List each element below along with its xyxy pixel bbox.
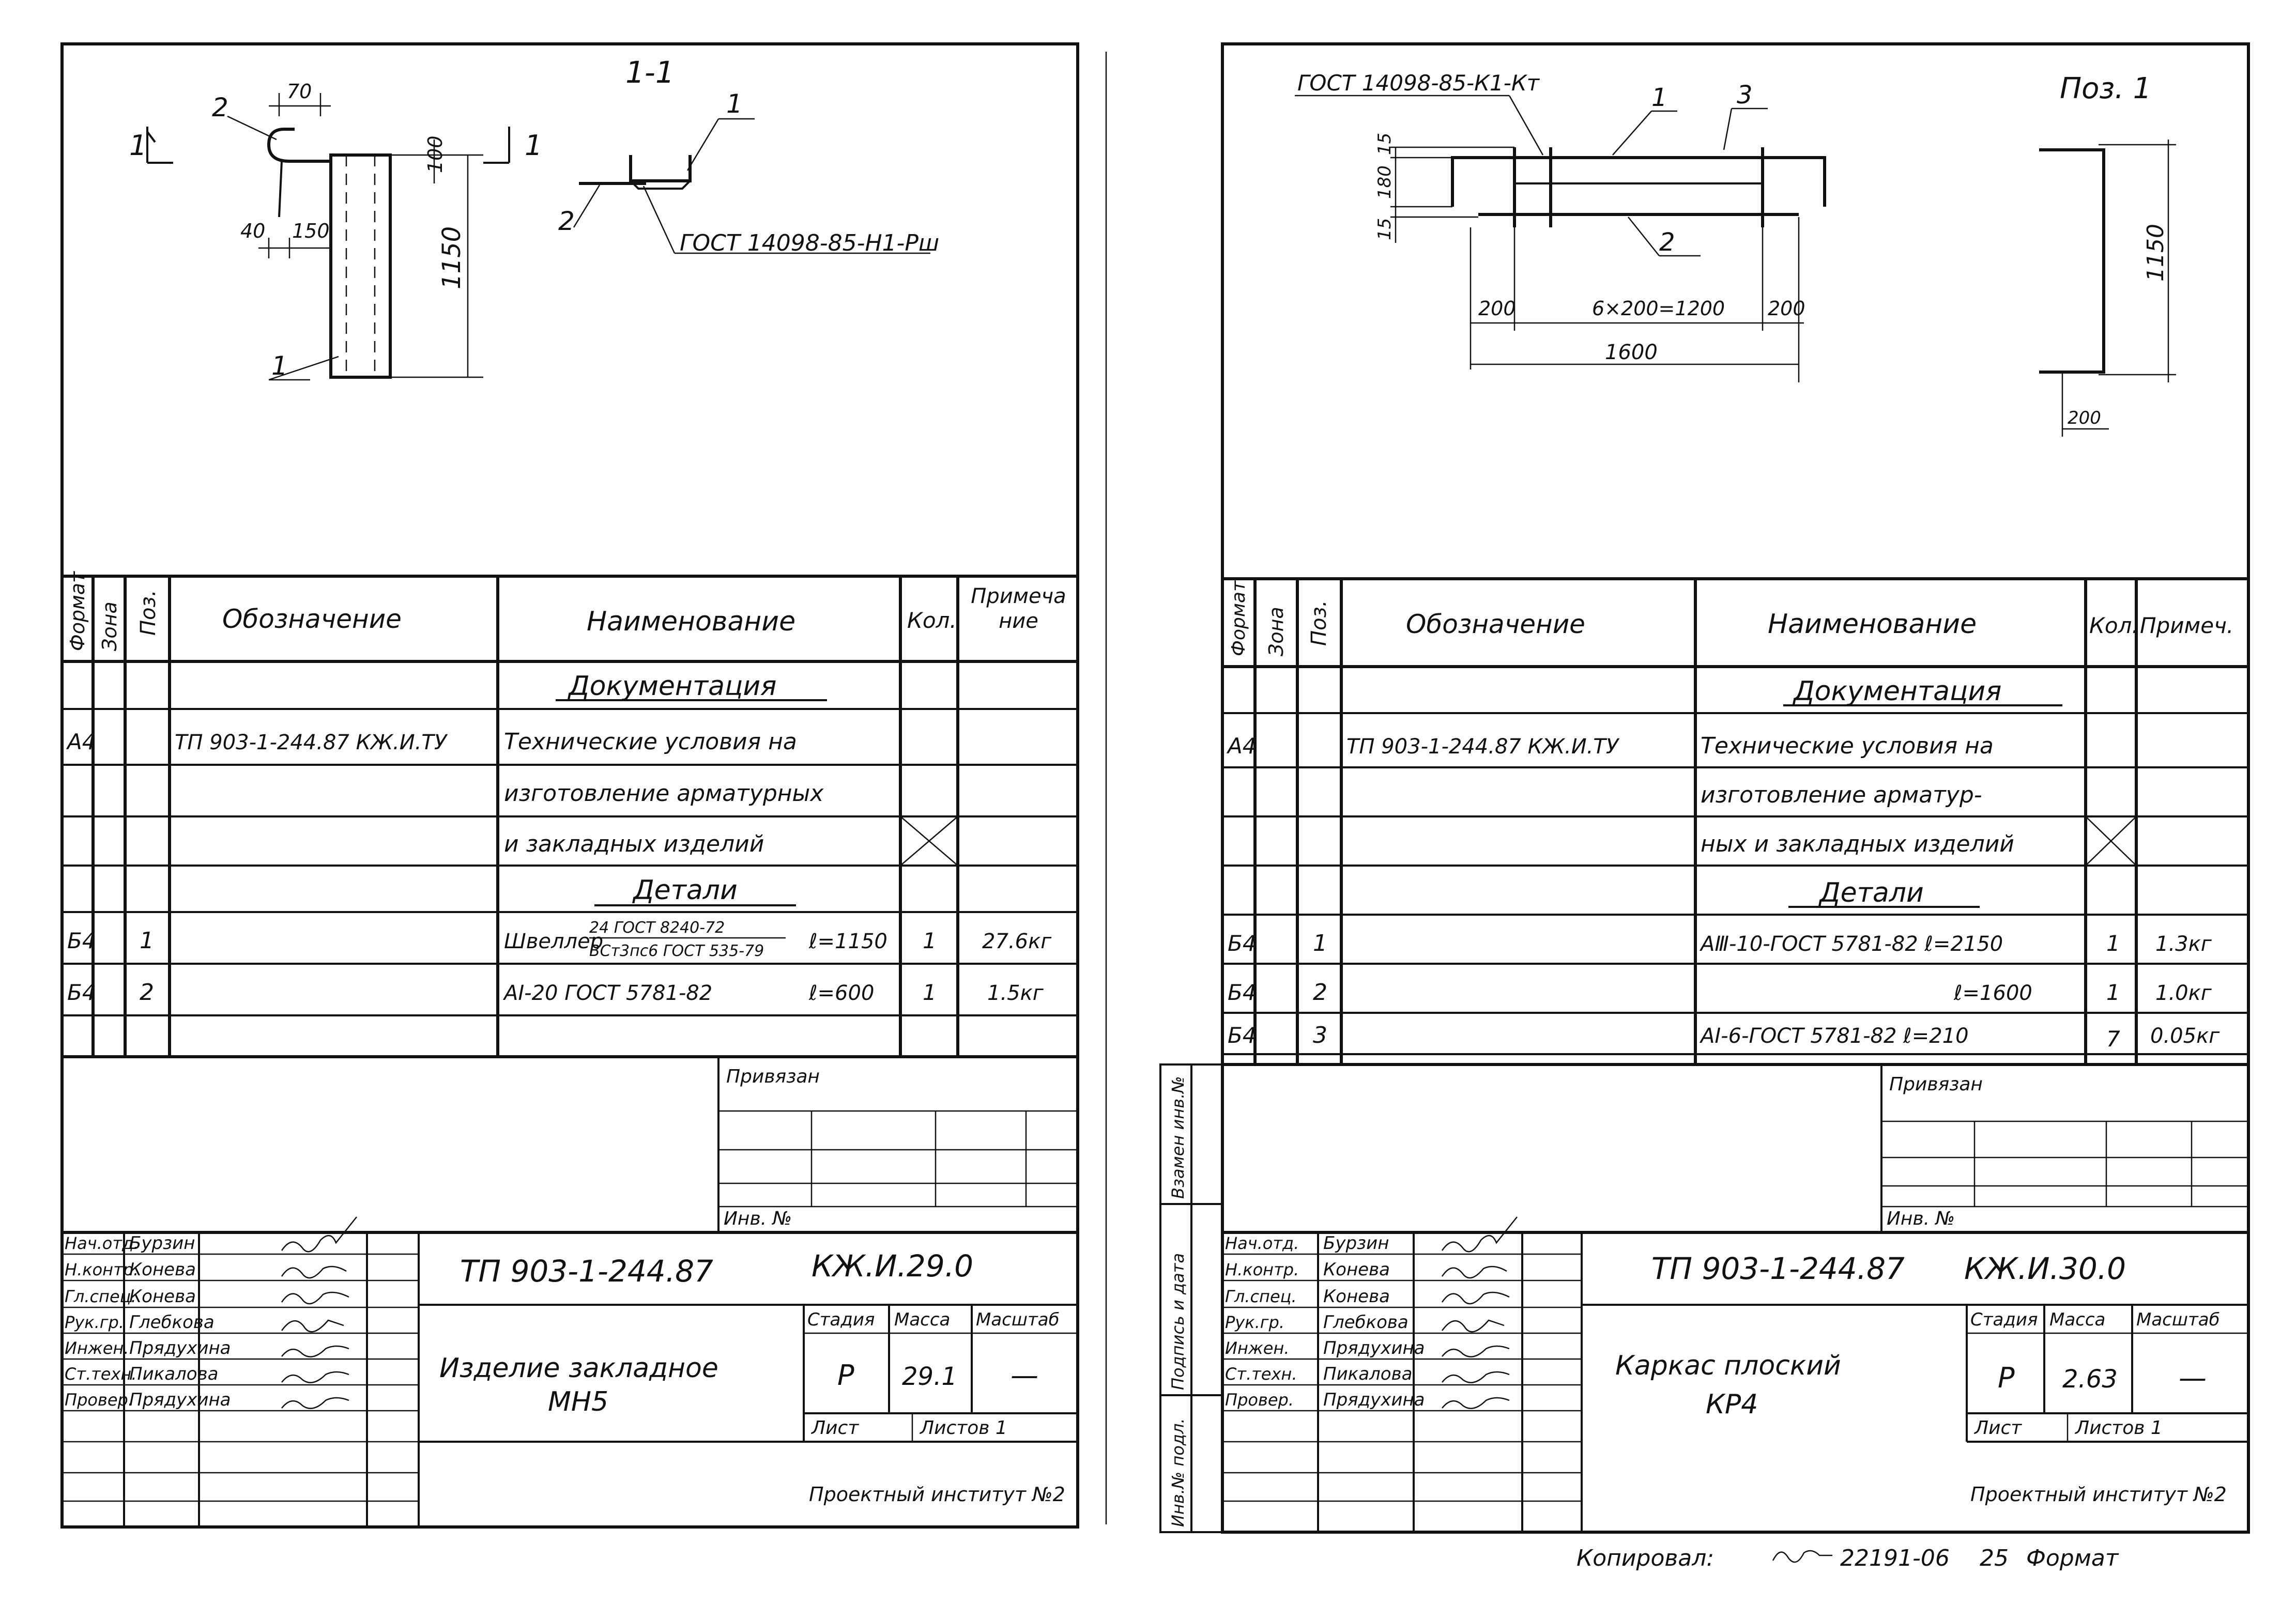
right-signatures: [1442, 1217, 1517, 1409]
left-sheet: [62, 44, 1078, 1527]
left-item-1-pos: 1: [140, 928, 154, 954]
left-item-2-name: АⅠ-20 ГОСТ 5781-82: [504, 981, 713, 1005]
left-item-1-name: Швеллер: [504, 930, 604, 953]
dim-40: 40: [240, 220, 266, 242]
left-role-6: Ст.техн.: [65, 1364, 137, 1384]
right-item-2-name: ℓ=1600: [1954, 981, 2032, 1005]
right-role-4: Рук.гр.: [1225, 1313, 1285, 1332]
right-mass: 2.63: [2062, 1365, 2118, 1394]
right-name-5: Прядухина: [1323, 1338, 1425, 1359]
right-role-2: Н.контр.: [1225, 1260, 1299, 1279]
dim-6x200: 6×200=1200: [1592, 297, 1725, 320]
footer-page: 25: [1980, 1545, 2009, 1571]
header-name: Наименование: [587, 606, 796, 637]
left-item-2-note: 1.5кг: [987, 981, 1044, 1005]
left-role-5: Инжен.: [65, 1338, 129, 1358]
right-item-2-format: Б4: [1228, 980, 1257, 1005]
header-note: Примеча ние: [971, 584, 1066, 633]
right-gost-weld-note: ГОСТ 14098-85-К1-Кт: [1297, 70, 1540, 96]
left-item-1-format: Б4: [67, 928, 96, 953]
left-doc-name-1: Технические условия на: [504, 729, 797, 755]
section-pos-1: 1: [726, 89, 743, 119]
right-name-2: Конева: [1323, 1259, 1390, 1280]
left-item-2-qty: 1: [923, 980, 937, 1005]
right-org: Проектный институт №2: [1970, 1483, 2227, 1506]
left-role-3: Гл.спец.: [65, 1287, 136, 1306]
dim-200-right: 200: [1768, 297, 1805, 320]
header-qty: Кол.: [907, 608, 957, 633]
left-name-6: Пикалова: [129, 1364, 219, 1384]
left-org: Проектный институт №2: [809, 1483, 1065, 1506]
side-label-sign-date: Подпись и дата: [1168, 1253, 1188, 1390]
header-pos: Поз.: [136, 590, 160, 636]
left-name-2: Конева: [129, 1259, 196, 1280]
right-name-6: Пикалова: [1323, 1364, 1413, 1384]
left-role-7: Провер.: [65, 1390, 133, 1410]
right-section-details: Детали: [1819, 877, 1924, 908]
left-pos-1-bottom: 1: [271, 351, 288, 381]
dim-100: 100: [424, 135, 447, 173]
left-item-2-length: ℓ=600: [809, 981, 875, 1005]
right-title-block: [1222, 1064, 2248, 1532]
left-item-1-note: 27.6кг: [982, 930, 1052, 953]
bar-right-hook: [1819, 158, 1825, 207]
right-doc-name-1: Технические условия на: [1701, 733, 1994, 759]
left-project-code: ТП 903-1-244.87: [460, 1254, 713, 1289]
left-spec-table: [62, 570, 1078, 1057]
right-header-qty: Кол.: [2089, 613, 2139, 638]
right-mass-header: Масса: [2049, 1309, 2106, 1330]
right-header-pos: Поз.: [1307, 600, 1331, 646]
dim-70: 70: [287, 80, 312, 103]
dim-180: 180: [1374, 165, 1395, 199]
right-item-2-qty: 1: [2106, 980, 2120, 1005]
left-inv: Инв. №: [724, 1208, 792, 1229]
right-section-documentation: Документация: [1794, 676, 2002, 707]
left-doc-name-2: изготовление арматурных: [504, 780, 824, 807]
hook-bar: [269, 129, 331, 161]
left-doc-code: КЖ.И.29.0: [812, 1248, 974, 1284]
side-label-replace-inv: Взамен инв.№: [1168, 1076, 1188, 1199]
bar-left-hook: [1452, 158, 1460, 207]
left-name-4: Глебкова: [129, 1312, 215, 1333]
section-pos-2: 2: [558, 206, 575, 236]
cut-mark-right: 1: [525, 129, 543, 162]
copy-footer: [1576, 1545, 2119, 1571]
header-designation: Обозначение: [222, 604, 402, 634]
right-name-4: Глебкова: [1323, 1312, 1409, 1333]
left-name-7: Прядухина: [129, 1390, 231, 1410]
left-item-2-pos: 2: [140, 979, 154, 1006]
footer-signature: [1773, 1551, 1832, 1562]
header-zone: Зона: [98, 601, 121, 651]
dim-200-left: 200: [1478, 297, 1516, 320]
right-scale-header: Масштаб: [2136, 1309, 2220, 1330]
left-drawing: [129, 55, 939, 381]
right-doc-name-2: изготовление арматур-: [1701, 782, 1982, 808]
right-role-5: Инжен.: [1225, 1338, 1290, 1358]
right-item-3-note: 0.05кг: [2150, 1024, 2220, 1048]
dim-1600: 1600: [1605, 341, 1658, 364]
dim-15-top: 15: [1374, 132, 1395, 155]
right-doc-format: А4: [1228, 733, 1257, 759]
left-item-1-name-den: ВСт3пс6 ГОСТ 535-79: [589, 942, 764, 960]
right-header-name: Наименование: [1768, 609, 1977, 640]
left-doc-name-3: и закладных изделий: [504, 831, 764, 857]
section-label-1-1: 1-1: [625, 55, 675, 90]
dim-1150-right: 1150: [2142, 224, 2169, 282]
left-scale: —: [1011, 1359, 1038, 1392]
right-sheet-header: Лист: [1974, 1417, 2022, 1439]
dim-15-bottom: 15: [1374, 218, 1395, 240]
right-item-2-note: 1.0кг: [2155, 981, 2212, 1005]
left-stage-header: Стадия: [807, 1309, 875, 1330]
footer-copied-label: Копировал:: [1576, 1545, 1715, 1571]
left-name-5: Прядухина: [129, 1338, 231, 1359]
left-role-2: Н.контр.: [65, 1260, 139, 1279]
left-mass: 29.1: [902, 1362, 957, 1391]
right-privyazan: Привязан: [1889, 1074, 1983, 1095]
right-project-code: ТП 903-1-244.87: [1651, 1251, 1905, 1286]
right-role-7: Провер.: [1225, 1390, 1294, 1410]
left-name-3: Конева: [129, 1286, 196, 1307]
bar-pos1-shape: [2039, 150, 2104, 372]
footer-order: 22191-06: [1840, 1545, 1950, 1571]
left-doc-designation: ТП 903-1-244.87 КЖ.И.ТУ: [175, 731, 447, 754]
right-header-note: Примеч.: [2140, 613, 2234, 638]
right-role-6: Ст.техн.: [1225, 1364, 1297, 1384]
right-doc-designation: ТП 903-1-244.87 КЖ.И.ТУ: [1346, 735, 1619, 759]
right-pos-title: Поз. 1: [2060, 72, 2152, 105]
right-name-1: Бурзин: [1323, 1233, 1389, 1254]
left-scale-header: Масштаб: [976, 1309, 1060, 1330]
right-item-1-note: 1.3кг: [2155, 932, 2212, 956]
right-inv: Инв. №: [1887, 1208, 1955, 1229]
cut-mark-left: 1: [129, 129, 147, 162]
left-gost-weld-note: ГОСТ 14098-85-Н1-Рш: [680, 230, 940, 256]
left-stage: Р: [837, 1359, 854, 1392]
right-item-3-pos: 3: [1313, 1022, 1327, 1048]
footer-format: Формат: [2026, 1545, 2119, 1571]
right-side-strip: [1160, 1064, 1222, 1532]
left-doc-format: А4: [67, 729, 96, 754]
right-title-1: Каркас плоский: [1615, 1350, 1841, 1381]
left-title-1: Изделие закладное: [439, 1353, 718, 1384]
right-item-3-format: Б4: [1228, 1023, 1257, 1048]
right-pos-3: 3: [1737, 81, 1753, 110]
right-item-1-format: Б4: [1228, 931, 1257, 956]
right-role-1: Нач.отд.: [1225, 1233, 1299, 1253]
right-item-1-qty: 1: [2106, 931, 2120, 956]
right-role-3: Гл.спец.: [1225, 1287, 1297, 1306]
left-title-2: МН5: [548, 1386, 609, 1417]
right-header-format: Формат: [1228, 580, 1249, 656]
section-1-1-view: [579, 155, 690, 189]
dim-200-pos1: 200: [2068, 408, 2101, 428]
left-pos-2-top: 2: [212, 92, 228, 122]
left-item-1-name-num: 24 ГОСТ 8240-72: [589, 919, 725, 937]
left-name-1: Бурзин: [129, 1233, 195, 1254]
right-doc-code: КЖ.И.30.0: [1964, 1251, 2126, 1286]
right-sheet: [1160, 44, 2248, 1532]
left-section-documentation: Документация: [569, 671, 777, 702]
left-privyazan: Привязан: [726, 1066, 820, 1087]
right-item-3-name: АⅠ-6-ГОСТ 5781-82 ℓ=210: [1701, 1024, 1969, 1048]
left-item-1-length: ℓ=1150: [809, 930, 887, 953]
right-name-7: Прядухина: [1323, 1390, 1425, 1410]
channel-elevation: [331, 155, 390, 377]
right-drawing: [1295, 70, 2176, 437]
right-pos-2: 2: [1659, 228, 1675, 257]
left-signatures: [282, 1217, 357, 1409]
left-title-block: [62, 1057, 1078, 1527]
right-item-2-pos: 2: [1313, 979, 1327, 1006]
left-item-2-format: Б4: [67, 980, 96, 1005]
right-spec-table: [1222, 579, 2248, 1064]
right-stage-header: Стадия: [1970, 1309, 2038, 1330]
header-format: Формат: [66, 571, 89, 651]
right-pos-1: 1: [1651, 83, 1667, 112]
right-item-1-pos: 1: [1313, 930, 1327, 956]
right-stage: Р: [1998, 1362, 2015, 1394]
right-item-1-name: АⅢ-10-ГОСТ 5781-82 ℓ=2150: [1701, 932, 2003, 956]
right-sheets-header: Листов 1: [2075, 1417, 2163, 1439]
left-section-details: Детали: [633, 875, 738, 906]
right-name-3: Конева: [1323, 1286, 1390, 1307]
side-label-inv-orig: Инв.№ подл.: [1168, 1418, 1188, 1527]
left-sheet-header: Лист: [812, 1417, 859, 1439]
dim-150: 150: [292, 220, 330, 242]
left-role-4: Рук.гр.: [65, 1313, 125, 1332]
right-header-zone: Зона: [1265, 607, 1288, 656]
left-role-1: Нач.отд.: [65, 1233, 139, 1253]
right-item-3-qty: 7: [2106, 1026, 2120, 1052]
left-sheets-header: Листов 1: [920, 1417, 1007, 1439]
right-header-designation: Обозначение: [1406, 609, 1585, 639]
left-mass-header: Масса: [894, 1309, 951, 1330]
right-doc-name-3: ных и закладных изделий: [1701, 831, 2014, 857]
right-title-2: КР4: [1706, 1389, 1758, 1420]
left-item-1-qty: 1: [923, 928, 937, 953]
right-scale: —: [2179, 1362, 2207, 1394]
dim-1150-left: 1150: [437, 226, 466, 289]
